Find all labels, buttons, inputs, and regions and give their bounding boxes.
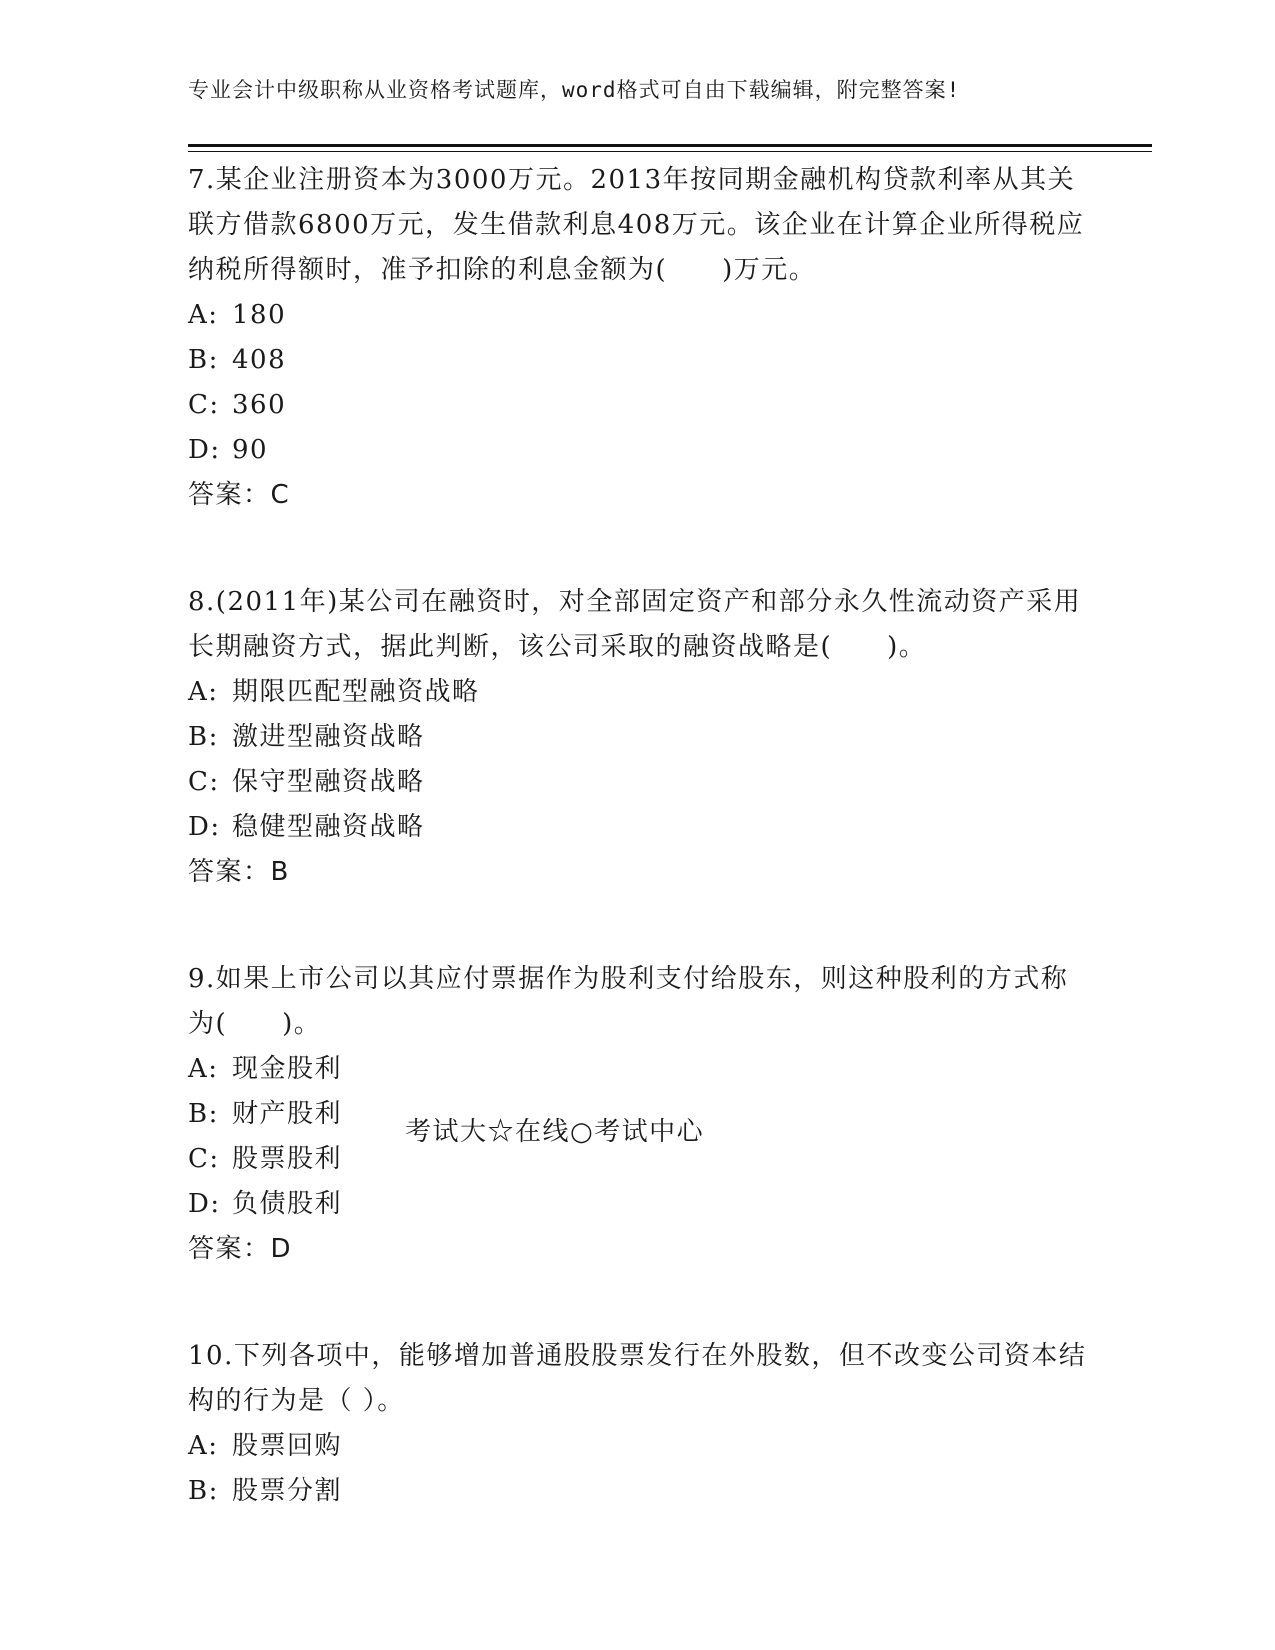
question-stem: 7.某企业注册资本为3000万元。2013年按同期金融机构贷款利率从其关联方借款6800万元，发生借款利息408万元。该企业在计算企业所得税应纳税所得额时，准予扣除的利息金额为( )万元。 bbox=[188, 165, 1085, 285]
option-key: B: bbox=[188, 1099, 219, 1129]
option-key: C: bbox=[188, 1144, 220, 1174]
header-rule-thick bbox=[188, 144, 1152, 147]
option-c bbox=[188, 383, 1088, 428]
question-7 bbox=[188, 158, 1088, 518]
option-a bbox=[188, 1047, 1088, 1092]
option-key: D: bbox=[188, 812, 221, 842]
question-stem: 9.如果上市公司以其应付票据作为股利支付给股东，则这种股利的方式称为( )。 bbox=[188, 964, 1069, 1039]
option-a bbox=[188, 670, 1088, 715]
page-header: 专业会计中级职称从业资格考试题库，word格式可自由下载编辑，附完整答案! bbox=[188, 78, 961, 102]
answer-label: 答案：B bbox=[188, 857, 290, 887]
answer-label: 答案：D bbox=[188, 1234, 293, 1264]
option-text: 股票分割 bbox=[232, 1476, 343, 1506]
option-b bbox=[188, 1469, 1088, 1514]
header-rule-thin bbox=[188, 151, 1152, 152]
option-key: A: bbox=[188, 300, 219, 330]
option-key: A: bbox=[188, 1431, 219, 1461]
option-a bbox=[188, 293, 1088, 338]
option-text: 负债股利 bbox=[232, 1189, 343, 1219]
question-10 bbox=[188, 1334, 1088, 1514]
option-text: 财产股利 bbox=[232, 1099, 343, 1129]
option-key: C: bbox=[188, 767, 220, 797]
option-key: A: bbox=[188, 677, 219, 707]
option-d bbox=[188, 805, 1088, 850]
option-key: D: bbox=[188, 435, 221, 465]
option-text: 保守型融资战略 bbox=[232, 767, 425, 797]
option-key: C: bbox=[188, 390, 220, 420]
option-a bbox=[188, 1424, 1088, 1469]
option-text: 股票股利 bbox=[232, 1144, 343, 1174]
question-stem: 10.下列各项中，能够增加普通股股票发行在外股数，但不改变公司资本结构的行为是（ ）。 bbox=[188, 1341, 1087, 1416]
option-text: 现金股利 bbox=[232, 1054, 343, 1084]
option-text: 90 bbox=[232, 435, 269, 465]
option-key: B: bbox=[188, 345, 219, 375]
option-key: A: bbox=[188, 1054, 219, 1084]
option-d bbox=[188, 428, 1088, 473]
watermark-text: 考试大☆在线○考试中心 bbox=[405, 1117, 705, 1147]
option-text: 360 bbox=[232, 390, 287, 420]
option-key: B: bbox=[188, 1476, 219, 1506]
option-d bbox=[188, 1182, 1088, 1227]
option-text: 激进型融资战略 bbox=[232, 722, 425, 752]
option-c bbox=[188, 760, 1088, 805]
option-b bbox=[188, 715, 1088, 760]
option-text: 期限匹配型融资战略 bbox=[232, 677, 480, 707]
option-text: 稳健型融资战略 bbox=[232, 812, 425, 842]
question-stem: 8.(2011年)某公司在融资时，对全部固定资产和部分永久性流动资产采用长期融资方式，据此判断，该公司采取的融资战略是( )。 bbox=[188, 587, 1082, 662]
option-text: 股票回购 bbox=[232, 1431, 343, 1461]
option-key: D: bbox=[188, 1189, 221, 1219]
option-text: 408 bbox=[232, 345, 287, 375]
question-list bbox=[188, 158, 1088, 1576]
option-b bbox=[188, 338, 1088, 383]
answer-label: 答案：C bbox=[188, 480, 291, 510]
option-text: 180 bbox=[232, 300, 287, 330]
option-key: B: bbox=[188, 722, 219, 752]
question-8 bbox=[188, 580, 1088, 895]
